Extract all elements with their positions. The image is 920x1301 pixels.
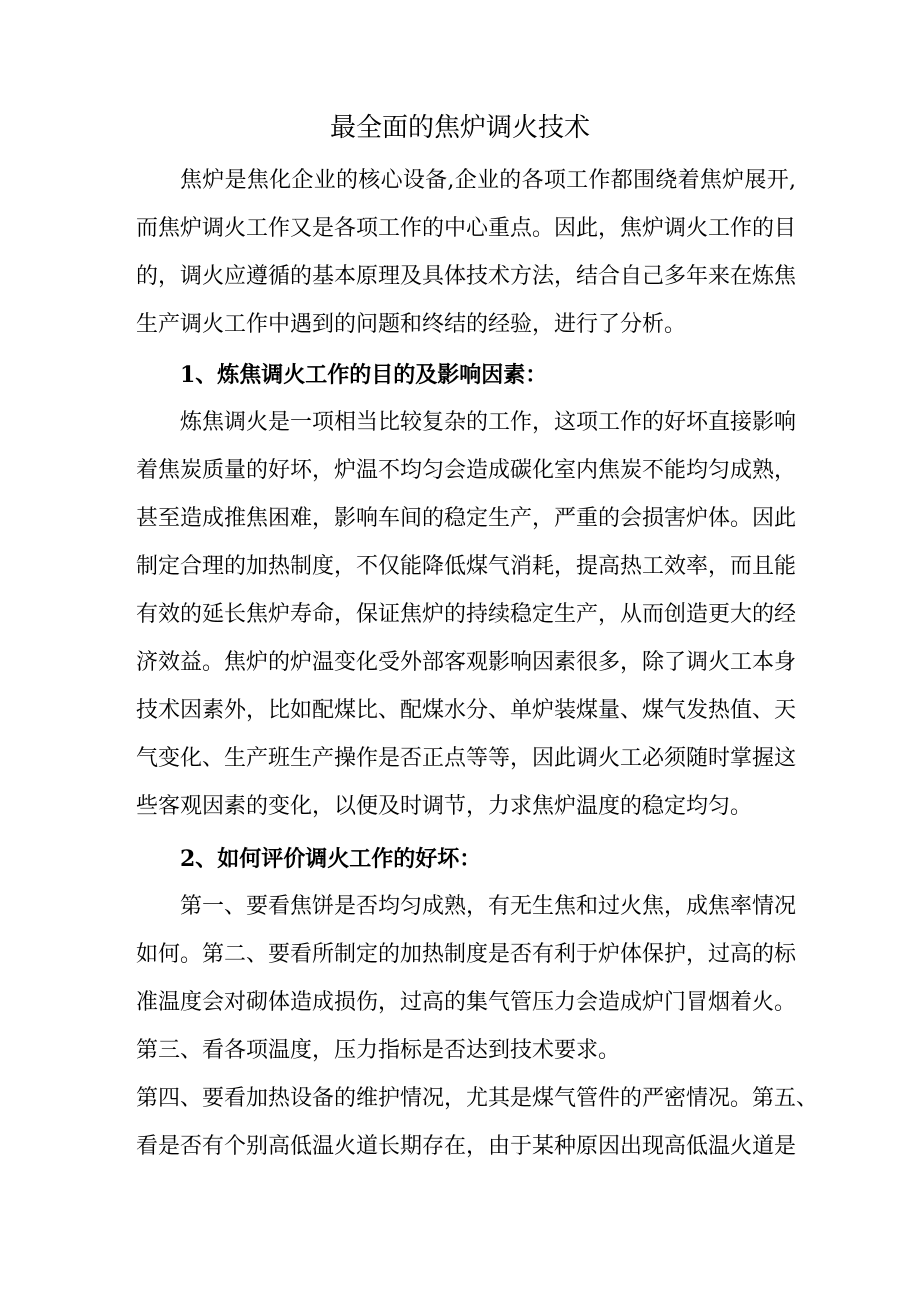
section-2-line-1: 第一、要看焦饼是否均匀成熟，有无生焦和过火焦，成焦率情况 bbox=[180, 894, 797, 919]
section-1-line-1: 炼焦调火是一项相当比较复杂的工作，这项工作的好坏直接影响 bbox=[180, 410, 797, 435]
section-2-line-4: 第三、看各项温度，压力指标是否达到技术要求。 bbox=[136, 1038, 621, 1063]
intro-line-1: 焦炉是焦化企业的核心设备,企业的各项工作都围绕着焦炉展开, bbox=[180, 168, 796, 193]
section-2-line-3: 准温度会对砌体造成损伤，过高的集气管压力会造成炉门冒烟着火。 bbox=[136, 990, 797, 1015]
section-1-line-5: 有效的延长焦炉寿命，保证焦炉的持续稳定生产，从而创造更大的经 bbox=[136, 602, 797, 627]
section-2-line-6: 看是否有个别高低温火道长期存在，由于某种原因出现高低温火道是 bbox=[136, 1134, 797, 1159]
section-1-line-3: 甚至造成推焦困难，影响车间的稳定生产，严重的会损害炉体。因此 bbox=[136, 506, 797, 531]
section-1-line-6: 济效益。焦炉的炉温变化受外部客观影响因素很多，除了调火工本身 bbox=[136, 650, 797, 675]
section-2-line-2: 如何。第二、要看所制定的加热制度是否有利于炉体保护，过高的标 bbox=[136, 942, 797, 967]
intro-line-3: 的，调火应遵循的基本原理及具体技术方法，结合自己多年来在炼焦 bbox=[136, 264, 797, 289]
section-1-line-4: 制定合理的加热制度，不仅能降低煤气消耗，提高热工效率，而且能 bbox=[136, 554, 797, 579]
document-title: 最全面的焦炉调火技术 bbox=[329, 113, 590, 143]
intro-line-2: 而焦炉调火工作又是各项工作的中心重点。因此，焦炉调火工作的目 bbox=[136, 216, 797, 241]
section-1-line-2: 着焦炭质量的好坏，炉温不均匀会造成碳化室内焦炭不能均匀成熟， bbox=[136, 458, 797, 483]
intro-line-4: 生产调火工作中遇到的问题和终结的经验，进行了分析。 bbox=[136, 312, 687, 337]
section-1-line-7: 技术因素外，比如配煤比、配煤水分、单炉装煤量、煤气发热值、天 bbox=[136, 698, 797, 723]
section-2-heading: 2、如何评价调火工作的好坏： bbox=[180, 846, 482, 872]
section-1-heading: 1、炼焦调火工作的目的及影响因素： bbox=[180, 362, 548, 388]
section-1-line-8: 气变化、生产班生产操作是否正点等等，因此调火工必须随时掌握这 bbox=[136, 746, 797, 771]
section-1-line-9: 些客观因素的变化，以便及时调节，力求焦炉温度的稳定均匀。 bbox=[136, 794, 753, 819]
section-2-line-5: 第四、要看加热设备的维护情况，尤其是煤气管件的严密情况。第五、 bbox=[136, 1086, 819, 1111]
